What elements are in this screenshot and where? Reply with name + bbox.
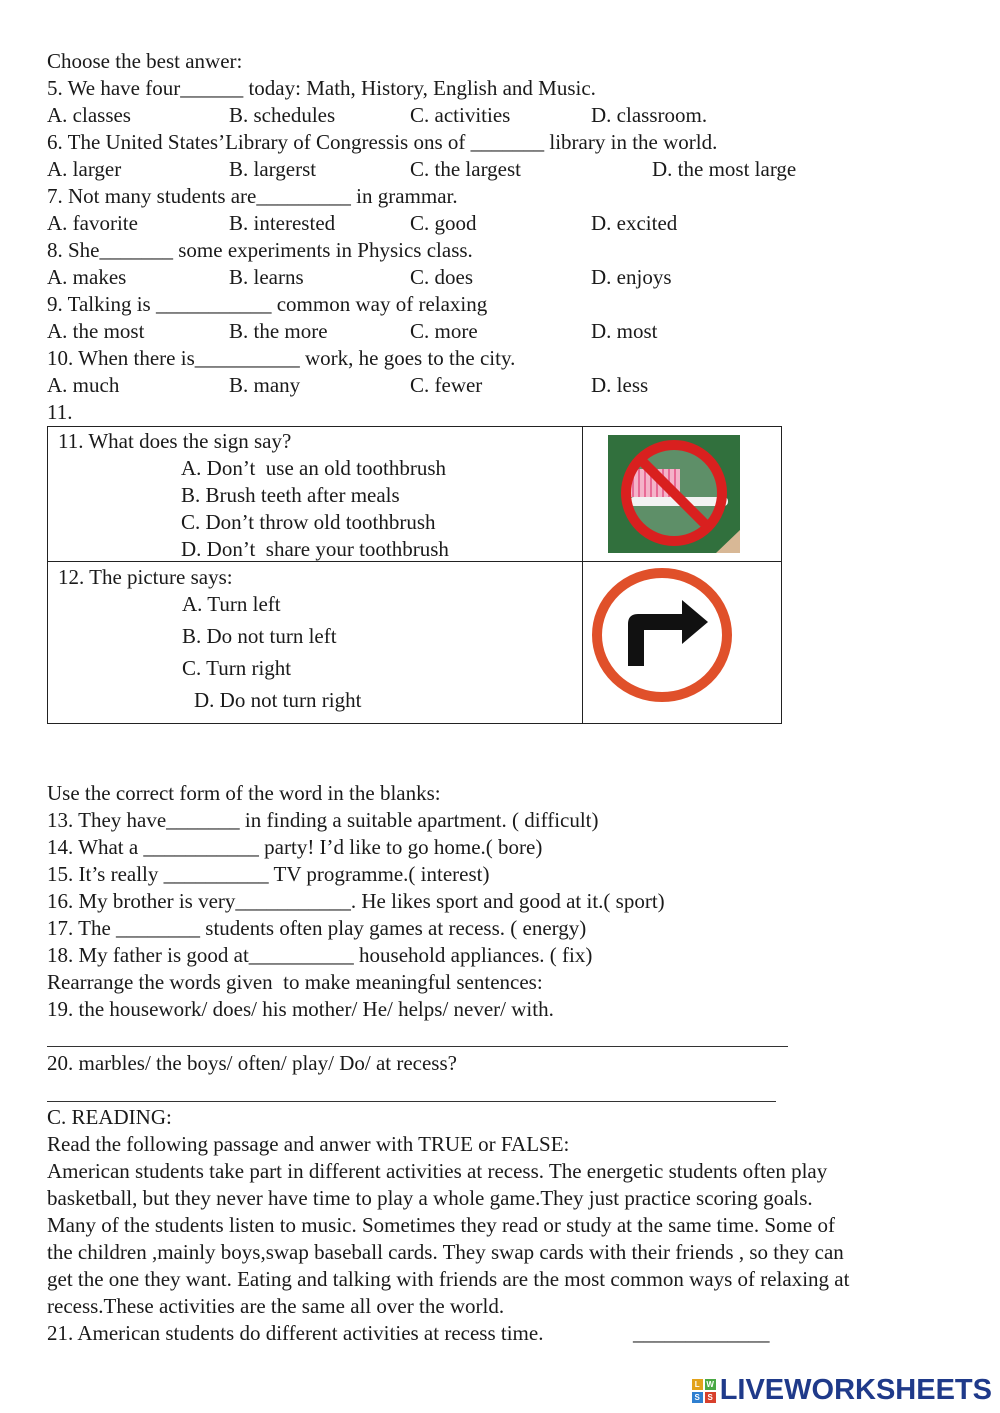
option[interactable]: B. interested bbox=[229, 211, 336, 235]
sign-image-cell bbox=[583, 562, 782, 724]
question-21: 21. American students do different activities at recess time. bbox=[47, 1321, 544, 1345]
option[interactable]: C. the largest bbox=[410, 157, 522, 181]
word-form-item: 17. The ________ students often play games at recess. ( energy) bbox=[47, 916, 587, 940]
answer-line[interactable] bbox=[47, 1046, 788, 1047]
option[interactable]: C. more bbox=[410, 319, 478, 343]
option[interactable]: C. activities bbox=[410, 103, 511, 127]
sign-question: 12. The picture says: bbox=[58, 565, 233, 589]
option[interactable]: A. much bbox=[47, 373, 120, 397]
question-6: 6. The United States’Library of Congressis ons of _______ library in the world. bbox=[47, 130, 718, 154]
option[interactable]: A. larger bbox=[47, 157, 122, 181]
answer-blank-21[interactable]: _____________ bbox=[633, 1321, 770, 1345]
option[interactable]: C. Turn right bbox=[182, 656, 292, 680]
word-form-item: 16. My brother is very___________. He likes sport and good at it.( sport) bbox=[47, 889, 665, 913]
option[interactable]: D. less bbox=[591, 373, 649, 397]
instruction-rearrange: Rearrange the words given to make meaningful sentences: bbox=[47, 970, 543, 994]
option[interactable]: C. Don’t throw old toothbrush bbox=[181, 510, 436, 534]
reading-heading: C. READING: bbox=[47, 1105, 172, 1129]
question-10: 10. When there is__________ work, he goes to the city. bbox=[47, 346, 516, 370]
no-toothbrush-sign-icon bbox=[608, 435, 740, 553]
option[interactable]: D. Don’t share your toothbrush bbox=[181, 537, 449, 561]
sign-question-cell bbox=[48, 427, 583, 562]
word-form-item: 18. My father is good at__________ household appliances. ( fix) bbox=[47, 943, 593, 967]
option[interactable]: B. many bbox=[229, 373, 301, 397]
option[interactable]: B. Do not turn left bbox=[182, 624, 337, 648]
rearrange-item: 19. the housework/ does/ his mother/ He/ helps/ never/ with. bbox=[47, 997, 554, 1021]
option[interactable]: A. classes bbox=[47, 103, 131, 127]
option[interactable]: B. schedules bbox=[229, 103, 336, 127]
sign-question-cell bbox=[48, 562, 583, 724]
liveworksheets-logo bbox=[692, 1374, 992, 1407]
question-8: 8. She_______ some experiments in Physics class. bbox=[47, 238, 473, 262]
word-form-item: 13. They have_______ in finding a suitable apartment. ( difficult) bbox=[47, 808, 599, 832]
answer-line[interactable] bbox=[47, 1101, 776, 1102]
option[interactable]: A. makes bbox=[47, 265, 127, 289]
word-form-item: 14. What a ___________ party! I’d like to go home.( bore) bbox=[47, 835, 543, 859]
question-9: 9. Talking is ___________ common way of relaxing bbox=[47, 292, 488, 316]
sign-image-cell bbox=[583, 427, 782, 562]
logo-mark-cell: S bbox=[692, 1392, 703, 1403]
option[interactable]: C. does bbox=[410, 265, 473, 289]
question-7: 7. Not many students are_________ in grammar. bbox=[47, 184, 458, 208]
instruction-reading: Read the following passage and anwer with TRUE or FALSE: bbox=[47, 1132, 570, 1156]
logo-mark-cell: S bbox=[705, 1392, 716, 1403]
logo-mark-icon bbox=[692, 1379, 716, 1403]
passage-line: Many of the students listen to music. Sometimes they read or study at the same time. Some of bbox=[47, 1213, 835, 1237]
passage-line: American students take part in different activities at recess. The energetic students often play bbox=[47, 1159, 828, 1183]
option[interactable]: A. the most bbox=[47, 319, 145, 343]
option[interactable]: A. favorite bbox=[47, 211, 138, 235]
option[interactable]: B. the more bbox=[229, 319, 328, 343]
logo-text: LIVEWORKSHEETS bbox=[719, 1374, 992, 1406]
option[interactable]: A. Turn left bbox=[182, 592, 281, 616]
option[interactable]: B. learns bbox=[229, 265, 304, 289]
option[interactable]: D. enjoys bbox=[591, 265, 672, 289]
word-form-item: 15. It’s really __________ TV programme.( interest) bbox=[47, 862, 490, 886]
passage-line: basketball, but they never have time to play a whole game.They just practice scoring goals. bbox=[47, 1186, 813, 1210]
option[interactable]: D. excited bbox=[591, 211, 678, 235]
instruction-choose: Choose the best anwer: bbox=[47, 49, 243, 73]
question-5: 5. We have four______ today: Math, History, English and Music. bbox=[47, 76, 596, 100]
question-11-label: 11. bbox=[47, 400, 73, 424]
turn-right-sign-icon bbox=[590, 566, 734, 704]
passage-line: the children ,mainly boys,swap baseball cards. They swap cards with their friends , so they can bbox=[47, 1240, 844, 1264]
option[interactable]: C. good bbox=[410, 211, 477, 235]
rearrange-item: 20. marbles/ the boys/ often/ play/ Do/ at recess? bbox=[47, 1051, 457, 1075]
sign-question: 11. What does the sign say? bbox=[58, 429, 292, 453]
signs-table bbox=[47, 426, 782, 724]
sign-row-11 bbox=[48, 427, 782, 562]
logo-mark-cell: W bbox=[706, 1379, 714, 1389]
passage-line: recess.These activities are the same all over the world. bbox=[47, 1294, 505, 1318]
option[interactable]: D. most bbox=[591, 319, 658, 343]
option[interactable]: B. largerst bbox=[229, 157, 317, 181]
option[interactable]: B. Brush teeth after meals bbox=[181, 483, 400, 507]
passage-line: get the one they want. Eating and talking with friends are the most common ways of relaxing at bbox=[47, 1267, 850, 1291]
option[interactable]: A. Don’t use an old toothbrush bbox=[181, 456, 447, 480]
instruction-word-form: Use the correct form of the word in the blanks: bbox=[47, 781, 441, 805]
option[interactable]: D. Do not turn right bbox=[194, 688, 362, 712]
logo-mark-cell: L bbox=[692, 1379, 703, 1390]
option[interactable]: D. the most large bbox=[652, 157, 797, 181]
option[interactable]: D. classroom. bbox=[591, 103, 708, 127]
option[interactable]: C. fewer bbox=[410, 373, 483, 397]
sign-row-12 bbox=[48, 562, 782, 724]
